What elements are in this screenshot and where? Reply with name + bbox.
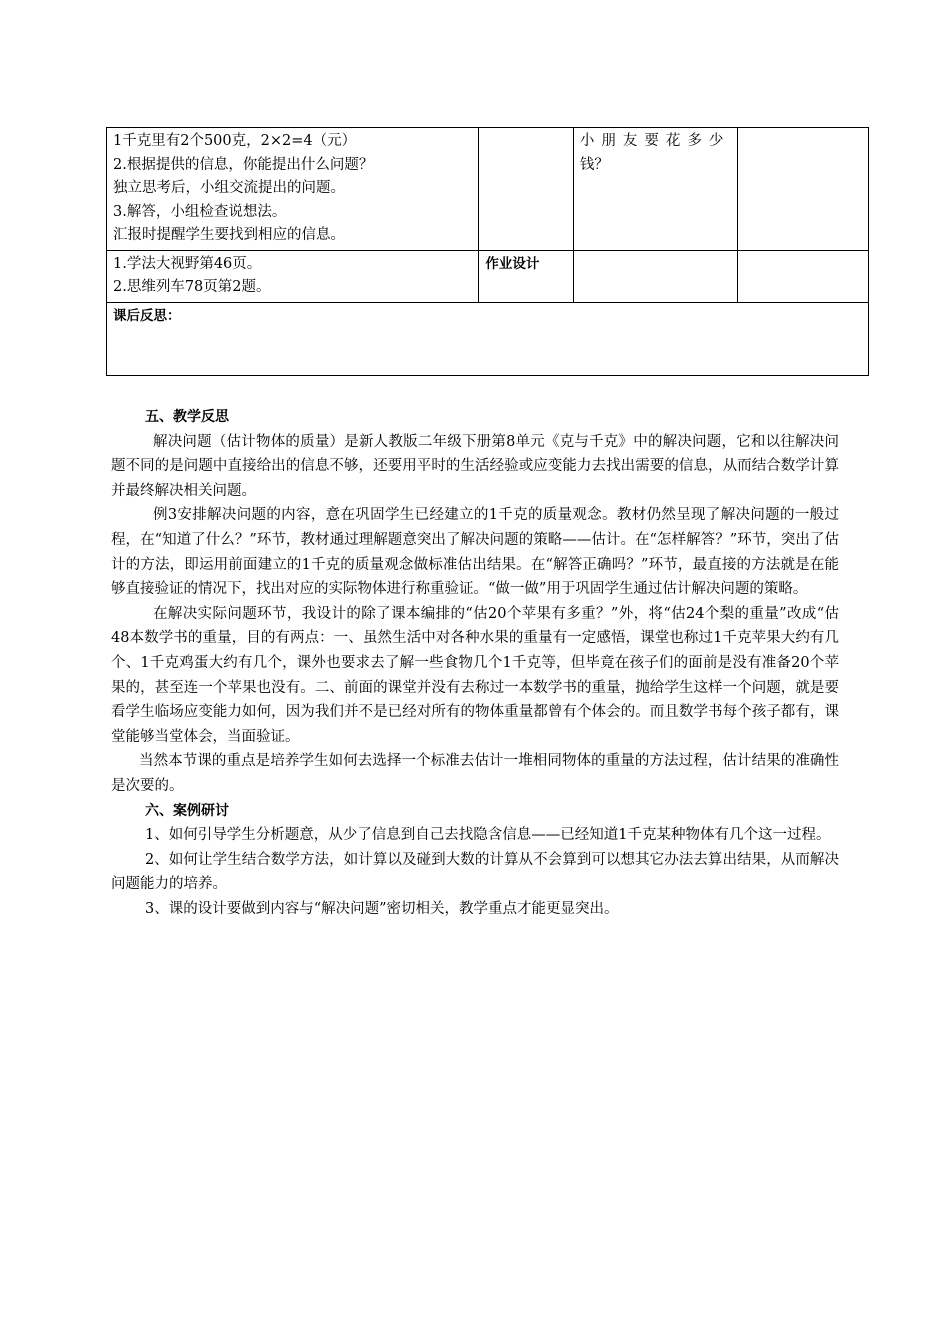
cell-line: 小朋友要花多少: [579, 133, 731, 149]
reflection-cell: [107, 302, 869, 375]
cell-line: 1.学法大视野第46页。: [113, 255, 262, 272]
homework-cell: [107, 250, 479, 302]
cell-line: 独立思考后，小组交流提出的问题。: [113, 180, 345, 196]
empty-cell: [738, 128, 869, 251]
cell-line: 1千克里有2个500克，2×2=4（元）: [113, 133, 357, 149]
cell-line: 3.解答，小组检查说想法。: [113, 203, 287, 220]
activity-cell: [107, 128, 479, 251]
homework-label-cell: [479, 250, 573, 302]
reflection-label: 课后反思：: [113, 307, 181, 324]
homework-label: 作业设计: [485, 255, 540, 272]
paragraph: 解决问题（估计物体的质量）是新人教版二年级下册第8单元《克与千克》中的解决问题，它和以往解决问题不同的是问题中直接给出的信息不够，还要用平时的生活经验或应变能力去找出需要的信息，从而结合数学计算并最终解决相关问题。: [111, 433, 839, 499]
lesson-plan-table: [106, 127, 869, 376]
cell-line: 2.思维列车78页第2题。: [113, 279, 271, 295]
empty-cell: [738, 250, 869, 302]
paragraph: 1、如何引导学生分析题意，从少了信息到自己去找隐含信息——已经知道1千克某种物体有几个这一过程。: [145, 827, 831, 844]
paragraph: 例3安排解决问题的内容，意在巩固学生已经建立的1千克的质量观念。教材仍然呈现了解决问题的一般过程，在“知道了什么？”环节，教材通过理解题意突出了解决问题的策略——估计。在“怎样解答？”环节，突出了估计的方法，即运用前面建立的1千克的质量观念做标准估出结果。在“解答正确吗？”环节，最直接的方法就是在能够直接验证的情况下，找出对应的实际物体进行称重验证。“做一做”用于巩固学生通过估计解决问题的策略。: [111, 507, 839, 598]
section-heading: 六、案例研讨: [145, 802, 229, 819]
question-cell: [573, 128, 737, 251]
gray-cell: [479, 128, 573, 251]
empty-cell: [573, 250, 737, 302]
paragraph: 当然本节课的重点是培养学生如何去选择一个标准去估计一堆相同物体的重量的方法过程，估计结果的准确性是次要的。: [111, 753, 839, 794]
paragraph: 3、课的设计要做到内容与“解决问题”密切相关，教学重点才能更显突出。: [145, 900, 619, 917]
section-heading: 五、教学反思: [145, 409, 229, 425]
table-row: [107, 302, 869, 375]
cell-line: 汇报时提醒学生要找到相应的信息。: [113, 227, 345, 243]
table-row: [107, 128, 869, 251]
table-row: [107, 250, 869, 302]
paragraph: 在解决实际问题环节，我设计的除了课本编排的“估20个苹果有多重？”外，将“估24个梨的重量”改成“估48本数学书的重量，目的有两点：一、虽然生活中对各种水果的重量有一定感悟，课堂也称过1千克苹果大约有几个、1千克鸡蛋大约有几个，课外也要求去了解一些食物几个1千克等，但毕竟在孩子们的面前是没有准备20个苹果的，甚至连一个苹果也没有。二、前面的课堂并没有去称过一本数学书的重量，抛给学生这样一个问题，就是要看学生临场应变能力如何，因为我们并不是已经对所有的物体重量都曾有个体会的。而且数学书每个孩子都有，课堂能够当堂体会，当面验证。: [111, 605, 839, 745]
article-body: [111, 405, 839, 921]
cell-line: 钱？: [579, 156, 609, 173]
paragraph: 2、如何让学生结合数学方法，如计算以及碰到大数的计算从不会算到可以想其它办法去算出结果，从而解决问题能力的培养。: [111, 851, 839, 893]
cell-line: 2.根据提供的信息，你能提出什么问题？: [113, 156, 374, 173]
